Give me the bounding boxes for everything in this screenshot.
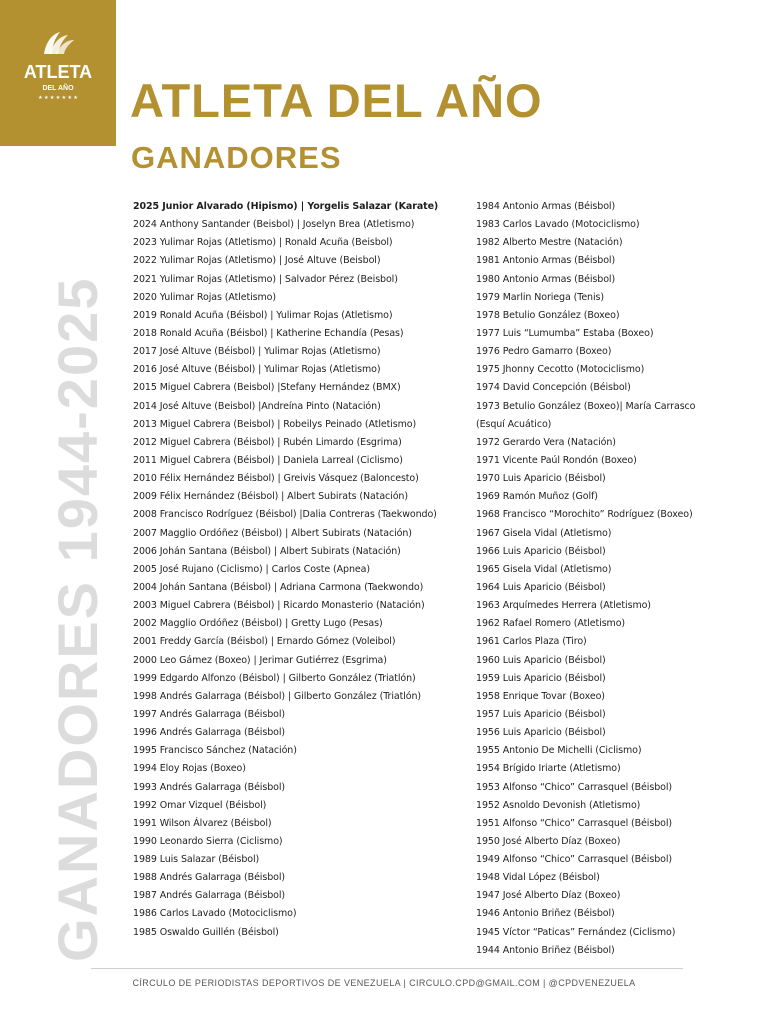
winner-entry: 1974 David Concepción (Béisbol) bbox=[476, 382, 631, 394]
winner-entry: 1976 Pedro Gamarro (Boxeo) bbox=[476, 346, 612, 358]
winner-entry: 1987 Andrés Galarraga (Béisbol) bbox=[133, 890, 285, 902]
winner-entry: 2017 José Altuve (Béisbol) | Yulimar Rojas (Atletismo) bbox=[133, 346, 381, 358]
page-subtitle: GANADORES bbox=[131, 140, 342, 175]
winner-entry: 2006 Johán Santana (Béisbol) | Albert Subirats (Natación) bbox=[133, 545, 401, 557]
winner-entry: 1979 Marlin Noriega (Tenis) bbox=[476, 291, 604, 303]
winner-entry: 1973 Betulio González (Boxeo)| María Carrasco bbox=[476, 400, 696, 412]
winner-entry: 2020 Yulimar Rojas (Atletismo) bbox=[133, 291, 276, 303]
winner-entry: 1977 Luis “Lumumba” Estaba (Boxeo) bbox=[476, 327, 654, 339]
winner-entry: 2022 Yulimar Rojas (Atletismo) | José Altuve (Beisbol) bbox=[133, 255, 381, 267]
winner-entry: 1997 Andrés Galarraga (Béisbol) bbox=[133, 708, 285, 720]
winner-entry: 1965 Gisela Vidal (Atletismo) bbox=[476, 563, 612, 575]
footer-contact: CÍRCULO DE PERIODISTAS DEPORTIVOS DE VENEZUELA | CIRCULO.CPD@GMAIL.COM | @CPDVENEZUELA bbox=[132, 978, 636, 988]
winner-entry: 1984 Antonio Armas (Béisbol) bbox=[476, 201, 616, 212]
winner-entry: 1970 Luis Aparicio (Béisbol) bbox=[476, 473, 606, 485]
winner-entry: 1998 Andrés Galarraga (Béisbol) | Gilberto González (Triatlón) bbox=[133, 690, 421, 702]
winner-entry: 1981 Antonio Armas (Béisbol) bbox=[476, 255, 616, 267]
winner-entry: 1991 Wilson Álvarez (Béisbol) bbox=[133, 817, 272, 829]
winners-list-right bbox=[476, 198, 716, 960]
winner-entry: 1964 Luis Aparicio (Béisbol) bbox=[476, 581, 606, 593]
winner-entry: 1978 Betulio González (Boxeo) bbox=[476, 309, 620, 321]
winner-entry: 1951 Alfonso “Chico” Carrasquel (Béisbol) bbox=[476, 817, 672, 829]
winner-entry: 1957 Luis Aparicio (Béisbol) bbox=[476, 708, 606, 720]
winner-entry: 2008 Francisco Rodríguez (Béisbol) |Dalia Contreras (Taekwondo) bbox=[133, 509, 437, 521]
winner-entry: 2007 Magglio Ordóñez (Béisbol) | Albert Subirats (Natación) bbox=[133, 527, 412, 539]
winner-entry: 1993 Andrés Galarraga (Béisbol) bbox=[133, 781, 285, 793]
winner-entry: 1975 Jhonny Cecotto (Motociclismo) bbox=[476, 364, 645, 376]
winner-entry: 1961 Carlos Plaza (Tiro) bbox=[476, 636, 587, 648]
winner-entry: 1996 Andrés Galarraga (Béisbol) bbox=[133, 727, 285, 739]
winner-entry: 1988 Andrés Galarraga (Béisbol) bbox=[133, 872, 285, 884]
winner-entry: 1946 Antonio Briñez (Béisbol) bbox=[476, 908, 615, 920]
winner-entry: 2005 José Rujano (Ciclismo) | Carlos Coste (Apnea) bbox=[133, 563, 370, 575]
winner-entry: 2016 José Altuve (Béisbol) | Yulimar Rojas (Atletismo) bbox=[133, 364, 381, 376]
winner-entry: 1983 Carlos Lavado (Motociclismo) bbox=[476, 219, 640, 231]
winner-entry: 1999 Edgardo Alfonzo (Béisbol) | Gilberto González (Triatlón) bbox=[133, 672, 416, 684]
winner-entry: 1944 Antonio Briñez (Béisbol) bbox=[476, 944, 615, 956]
winner-entry: 1948 Vidal López (Béisbol) bbox=[476, 872, 600, 884]
winner-entry: 1968 Francisco “Morochito” Rodríguez (Boxeo) bbox=[476, 509, 693, 521]
winner-entry: 1972 Gerardo Vera (Natación) bbox=[476, 436, 616, 448]
winner-entry: 2012 Miguel Cabrera (Béisbol) | Rubén Limardo (Esgrima) bbox=[133, 436, 402, 448]
winners-list-left bbox=[133, 198, 468, 942]
winner-entry: 2009 Félix Hernández (Béisbol) | Albert Subirats (Natación) bbox=[133, 491, 408, 503]
winner-entry: 2024 Anthony Santander (Beisbol) | Joselyn Brea (Atletismo) bbox=[133, 219, 415, 231]
winner-entry: 1955 Antonio De Michelli (Ciclismo) bbox=[476, 745, 642, 757]
winner-entry: 1980 Antonio Armas (Béisbol) bbox=[476, 273, 616, 285]
footer-divider bbox=[91, 968, 683, 969]
winner-entry: 2002 Magglio Ordóñez (Béisbol) | Gretty Lugo (Pesas) bbox=[133, 618, 383, 630]
winner-entry: 2019 Ronald Acuña (Béisbol) | Yulimar Rojas (Atletismo) bbox=[133, 309, 393, 321]
winner-entry: 1990 Leonardo Sierra (Ciclismo) bbox=[133, 835, 283, 847]
winner-entry: 2000 Leo Gámez (Boxeo) | Jerimar Gutiérrez (Esgrima) bbox=[133, 654, 387, 666]
winner-entry: 2013 Miguel Cabrera (Beisbol) | Robeilys Peinado (Atletismo) bbox=[133, 418, 417, 430]
winner-entry: 1960 Luis Aparicio (Béisbol) bbox=[476, 654, 606, 666]
logo-block bbox=[0, 0, 116, 146]
winner-entry: 2011 Miguel Cabrera (Béisbol) | Daniela Larreal (Ciclismo) bbox=[133, 454, 403, 466]
winner-entry: 2023 Yulimar Rojas (Atletismo) | Ronald Acuña (Beisbol) bbox=[133, 237, 393, 249]
winner-entry: 1985 Oswaldo Guillén (Béisbol) bbox=[133, 926, 279, 938]
winner-entry: 2018 Ronald Acuña (Béisbol) | Katherine Echandía (Pesas) bbox=[133, 327, 404, 339]
winner-entry: 1953 Alfonso “Chico” Carrasquel (Béisbol) bbox=[476, 781, 672, 793]
atleta-del-ano-logo bbox=[14, 30, 102, 104]
winner-entry: 2014 José Altuve (Beisbol) |Andreína Pinto (Natación) bbox=[133, 400, 381, 412]
winner-entry: 1989 Luis Salazar (Béisbol) bbox=[133, 854, 260, 866]
winner-entry: 1959 Luis Aparicio (Béisbol) bbox=[476, 672, 606, 684]
page-title: ATLETA DEL AÑO bbox=[130, 74, 543, 127]
winner-entry: 1950 José Alberto Díaz (Boxeo) bbox=[476, 835, 621, 847]
winner-entry: 2001 Freddy García (Béisbol) | Ernardo Gómez (Voleibol) bbox=[133, 636, 396, 648]
winner-entry: 1956 Luis Aparicio (Béisbol) bbox=[476, 727, 606, 739]
winner-entry: 2021 Yulimar Rojas (Atletismo) | Salvador Pérez (Beisbol) bbox=[133, 273, 398, 285]
winner-entry: 1992 Omar Vizquel (Béisbol) bbox=[133, 799, 267, 811]
winner-entry: 1995 Francisco Sánchez (Natación) bbox=[133, 745, 297, 757]
vertical-side-text: GANADORES 1944-2025 bbox=[46, 276, 109, 962]
winner-entry: 1994 Eloy Rojas (Boxeo) bbox=[133, 763, 246, 775]
winner-entry: (Esquí Acuático) bbox=[476, 418, 552, 430]
winner-entry: 2015 Miguel Cabrera (Beisbol) |Stefany Hernández (BMX) bbox=[133, 382, 401, 394]
winner-entry: 1962 Rafael Romero (Atletismo) bbox=[476, 618, 626, 630]
winner-entry: 1952 Asnoldo Devonish (Atletismo) bbox=[476, 799, 641, 811]
winner-entry: 1963 Arquímedes Herrera (Atletismo) bbox=[476, 600, 651, 612]
winner-entry: 1966 Luis Aparicio (Béisbol) bbox=[476, 545, 606, 557]
logo-stars: ★ ★ ★ ★ ★ ★ ★ bbox=[38, 95, 78, 101]
logo-text-atleta: ATLETA bbox=[23, 62, 93, 82]
winner-entry: 1982 Alberto Mestre (Natación) bbox=[476, 237, 623, 249]
winner-entry: 1971 Vicente Paúl Rondón (Boxeo) bbox=[476, 454, 637, 466]
winner-entry: 2025 Junior Alvarado (Hipismo) | Yorgelis Salazar (Karate) bbox=[133, 201, 439, 212]
winner-entry: 1967 Gisela Vidal (Atletismo) bbox=[476, 527, 612, 539]
winner-entry: 1947 José Alberto Díaz (Boxeo) bbox=[476, 890, 621, 902]
logo-text-del-ano: DEL AÑO bbox=[42, 85, 74, 92]
winner-entry: 2003 Miguel Cabrera (Béisbol) | Ricardo Monasterio (Natación) bbox=[133, 600, 425, 612]
winner-entry: 1945 Víctor “Paticas” Fernández (Ciclismo) bbox=[476, 926, 676, 938]
winner-entry: 2004 Johán Santana (Béisbol) | Adriana Carmona (Taekwondo) bbox=[133, 581, 424, 593]
winner-entry: 1986 Carlos Lavado (Motociclismo) bbox=[133, 908, 297, 920]
winner-entry: 1954 Brígido Iriarte (Atletismo) bbox=[476, 763, 621, 775]
winner-entry: 2010 Félix Hernández Béisbol) | Greivis Vásquez (Baloncesto) bbox=[133, 473, 419, 485]
winner-entry: 1958 Enrique Tovar (Boxeo) bbox=[476, 690, 605, 702]
winner-entry: 1949 Alfonso “Chico” Carrasquel (Béisbol) bbox=[476, 854, 672, 866]
winner-entry: 1969 Ramón Muñoz (Golf) bbox=[476, 491, 598, 503]
